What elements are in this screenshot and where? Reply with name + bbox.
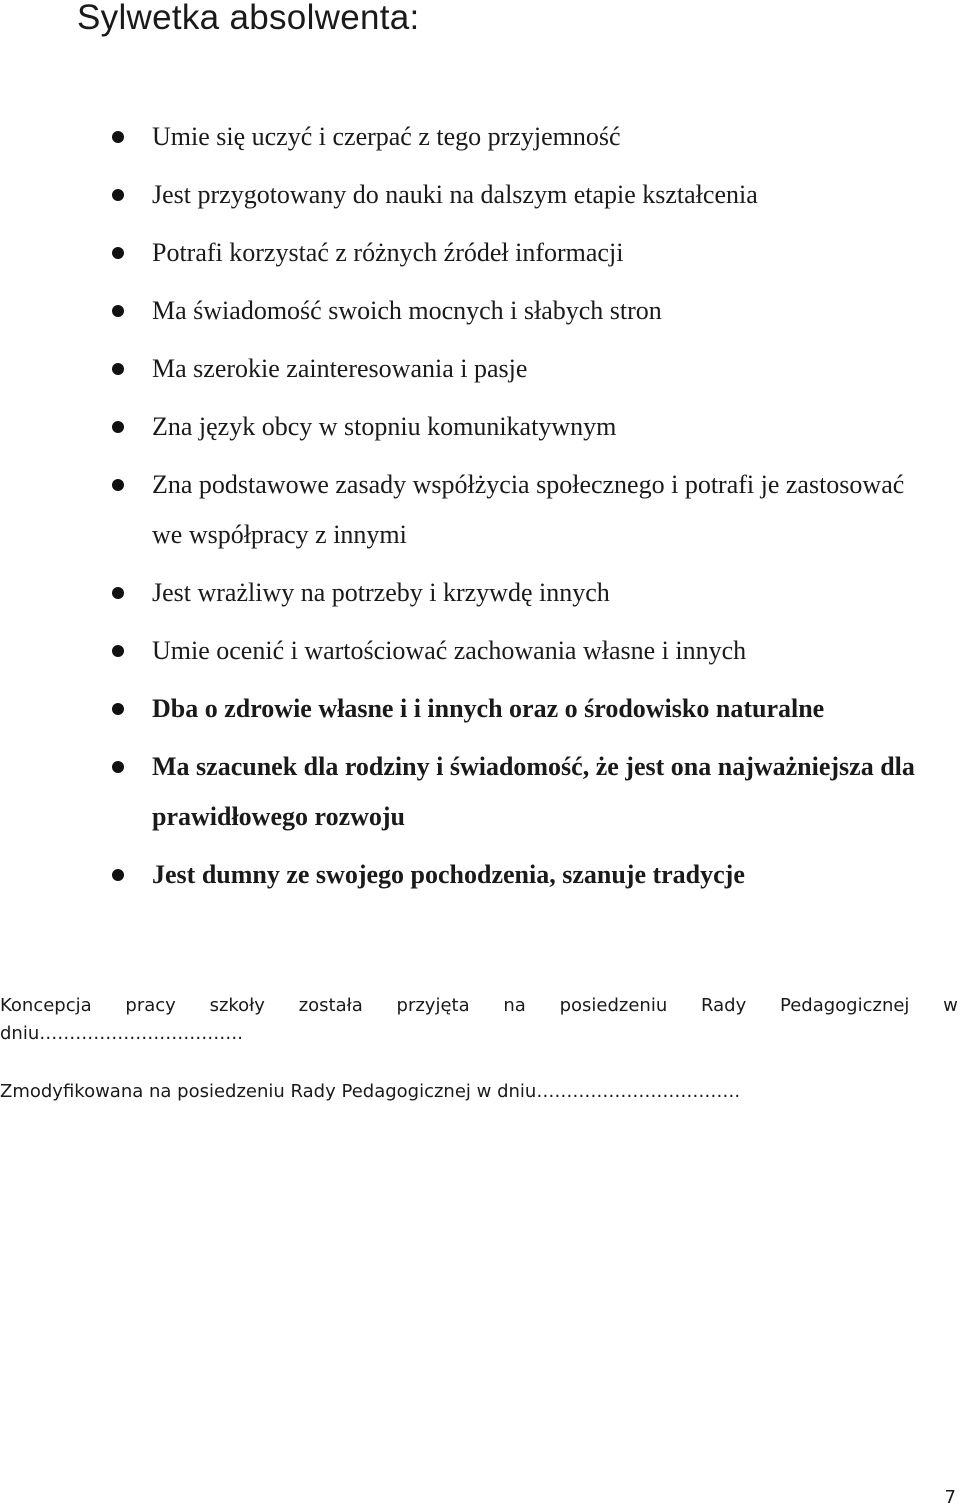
adoption-note-word: Koncepcja: [0, 995, 92, 1016]
list-item: [0, 112, 960, 162]
graduate-attributes-list: [0, 112, 960, 908]
adoption-note-word: została: [298, 995, 363, 1016]
list-item-text: Jest wrażliwy na potrzeby i krzywdę innych: [152, 578, 610, 607]
list-item-text: Umie się uczyć i czerpać z tego przyjemność: [152, 122, 621, 151]
list-item: [0, 344, 960, 394]
bullet-icon: [112, 363, 124, 375]
adoption-note-word: szkoły: [209, 995, 265, 1016]
bullet-icon: [112, 587, 124, 599]
list-item-text: Umie ocenić i wartościować zachowania własne i innych: [152, 636, 747, 665]
list-item-text: Zna język obcy w stopniu komunikatywnym: [152, 412, 617, 441]
list-item: [0, 286, 960, 336]
bullet-icon: [112, 703, 124, 715]
list-item: [0, 170, 960, 220]
bullet-icon: [112, 305, 124, 317]
list-item-text: Dba o zdrowie własne i i innych oraz o środowisko naturalne: [152, 694, 825, 723]
adoption-note-line: [0, 992, 960, 1020]
adoption-note-date-line: dniu…………………………….: [0, 1023, 243, 1044]
list-item: [0, 402, 960, 452]
adoption-note-word: posiedzeniu: [559, 995, 668, 1016]
bullet-icon: [112, 869, 124, 881]
adoption-note-word: Pedagogicznej: [779, 995, 910, 1016]
adoption-note-word: na: [503, 995, 526, 1016]
page-title: Sylwetka absolwenta:: [77, 0, 420, 37]
list-item: [0, 568, 960, 618]
bullet-icon: [112, 189, 124, 201]
bullet-icon: [112, 479, 124, 491]
list-item-text: Jest dumny ze swojego pochodzenia, szanuje tradycje: [152, 860, 745, 889]
list-item: [0, 742, 960, 842]
list-item: [0, 850, 960, 900]
bullet-icon: [112, 247, 124, 259]
bullet-icon: [112, 131, 124, 143]
list-item-text: Potrafi korzystać z różnych źródeł informacji: [152, 238, 624, 267]
list-item-text: Ma szerokie zainteresowania i pasje: [152, 354, 528, 383]
list-item: [0, 684, 960, 734]
list-item: [0, 626, 960, 676]
bullet-icon: [112, 761, 124, 773]
list-item: [0, 460, 960, 560]
list-item-text: Zna podstawowe zasady współżycia społecznego i potrafi je zastosować we współpracy z innymi: [152, 470, 905, 549]
list-item-text: Ma świadomość swoich mocnych i słabych stron: [152, 296, 662, 325]
page-number: 7: [944, 1487, 956, 1508]
bullet-icon: [112, 645, 124, 657]
list-item: [0, 228, 960, 278]
adoption-note-word: pracy: [125, 995, 176, 1016]
adoption-note: [0, 992, 960, 1048]
adoption-note-word: Rady: [701, 995, 747, 1016]
list-item-text: Ma szacunek dla rodziny i świadomość, że jest ona najważniejsza dla prawidłowego rozwoju: [152, 752, 915, 831]
modification-note: Zmodyfikowana na posiedzeniu Rady Pedagogicznej w dniu…………………………….: [0, 1081, 741, 1102]
adoption-note-word: przyjęta: [396, 995, 470, 1016]
adoption-note-word: w: [943, 995, 958, 1016]
list-item-text: Jest przygotowany do nauki na dalszym etapie kształcenia: [152, 180, 758, 209]
bullet-icon: [112, 421, 124, 433]
